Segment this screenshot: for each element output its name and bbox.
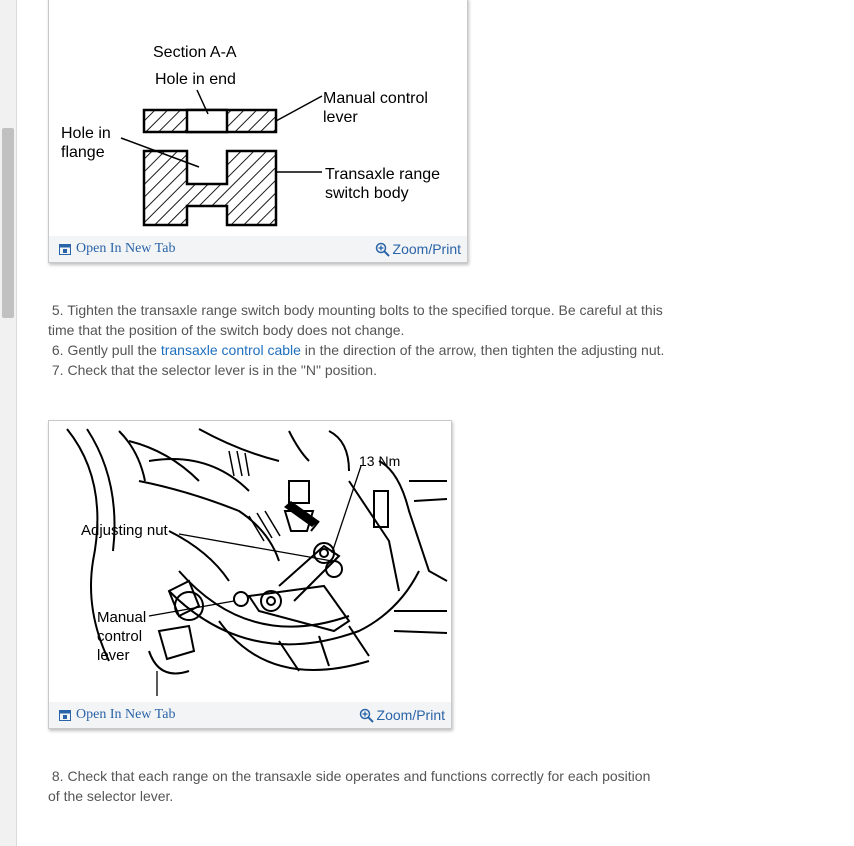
step-6-prefix: 6. Gently pull the (48, 342, 161, 358)
figure-toolbar (49, 702, 451, 728)
open-in-new-tab-label: Open In New Tab (76, 241, 176, 256)
label-hole-in-end: Hole in end (155, 71, 236, 88)
zoom-in-icon (359, 708, 374, 723)
zoom-print-link[interactable] (375, 241, 461, 257)
label-hole-in-flange-2: flange (61, 144, 105, 161)
label-switch-body-1: Transaxle range (325, 166, 441, 183)
zoom-print-label: Zoom/Print (376, 707, 445, 723)
vertical-scrollbar[interactable] (0, 0, 17, 846)
figure-section-a-a (48, 0, 468, 263)
label-manual-control-lever-1: Manual control (323, 90, 428, 107)
label-section-a-a: Section A-A (153, 44, 237, 61)
open-in-new-tab-link[interactable] (59, 707, 175, 723)
label-adjusting-nut: Adjusting nut (81, 522, 168, 539)
scrollbar-thumb[interactable] (2, 128, 14, 318)
open-in-new-tab-link[interactable] (59, 241, 175, 257)
label-manual-control-lever-2: control (97, 628, 143, 645)
label-manual-control-lever-1: Manual (97, 609, 147, 626)
step-8-line-2: of the selector lever. (48, 788, 174, 804)
label-manual-control-lever-2: lever (323, 109, 358, 126)
step-7: 7. Check that the selector lever is in the "N" position. (48, 362, 377, 378)
step-8-line-1: 8. Check that each range on the transaxle side operates and functions correctly for each position (48, 768, 651, 784)
zoom-print-label: Zoom/Print (392, 241, 461, 257)
adjusting-nut-diagram (49, 421, 451, 701)
section-a-a-diagram (49, 0, 467, 235)
figure-adjusting-nut (48, 420, 452, 729)
step-6-suffix: in the direction of the arrow, then tighten the adjusting nut. (300, 342, 665, 358)
label-hole-in-flange-1: Hole in (61, 125, 111, 142)
zoom-print-link[interactable] (359, 707, 445, 723)
open-new-tab-icon (59, 244, 71, 255)
step-5-line-2: time that the position of the switch body does not change. (48, 322, 405, 338)
label-switch-body-2: switch body (325, 185, 409, 202)
zoom-in-icon (375, 242, 390, 257)
label-torque: 13 Nm (359, 453, 401, 469)
figure-toolbar (49, 236, 467, 262)
open-in-new-tab-label: Open In New Tab (76, 707, 176, 722)
label-manual-control-lever-3: lever (97, 647, 130, 664)
transaxle-control-cable-link[interactable]: transaxle control cable (160, 342, 301, 358)
step-6 (48, 340, 664, 360)
open-new-tab-icon (59, 710, 71, 721)
step-5-line-1: 5. Tighten the transaxle range switch body mounting bolts to the specified torque. Be careful at this (48, 302, 663, 318)
